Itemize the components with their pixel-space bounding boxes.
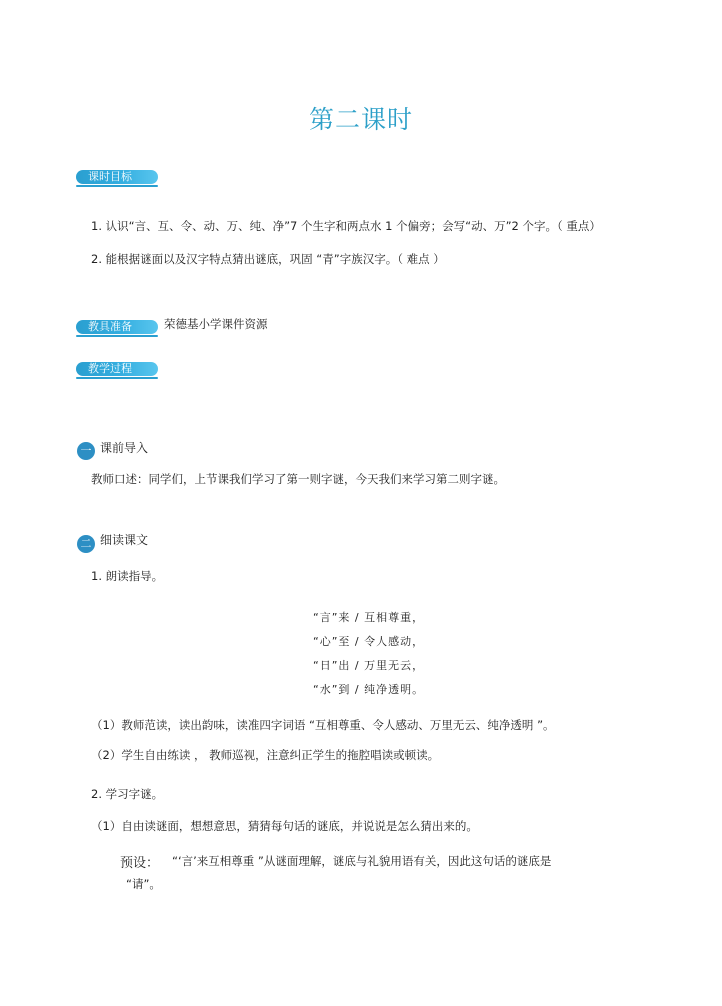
poem-line-4: “水”到 / 纯净透明。 [313,683,425,696]
prep-tag: 教具准备 [76,320,158,334]
poem-line-2: “心”至 / 令人感动， [313,635,425,648]
section-number-1: 一 [77,442,95,460]
section-heading-2: 细读课文 [100,533,149,547]
preset-text-2: “请”。 [126,877,161,891]
preset-label: 预设： [120,856,160,871]
poem-line-3: “日”出 / 万里无云， [313,659,425,672]
section-number-2: 二 [77,535,95,553]
note-2: （2）学生自由练读 ， 教师巡视，注意纠正学生的拖腔唱读或顿读。 [91,748,440,762]
poem-line-1: “言”来 / 互相尊重， [313,611,425,624]
objective-item-1: 1. 认识“言、互、令、动、万、纯、净”7 个生字和两点水 1 个偏旁；会写“动、万”2 个字。（ 重点） [91,219,601,233]
section-heading-1: 课前导入 [100,441,149,455]
step-1: 1. 朗读指导。 [91,569,164,583]
note-1: （1）教师范读，读出韵味，读准四字词语 “互相尊重、令人感动、万里无云、纯净透明 ”。 [91,718,555,732]
objective-item-2: 2. 能根据谜面以及汉字特点猜出谜底，巩固 “青”字族汉字。（ 难点 ） [91,252,445,266]
page-title: 第二课时 [308,105,413,134]
process-tag: 教学过程 [76,362,158,376]
preset-text: “‘言’来互相尊重 ”从谜面理解，谜底与礼貌用语有关，因此这句话的谜底是 [172,854,552,868]
objectives-tag: 课时目标 [76,170,158,184]
note-3: （1）自由读谜面，想想意思，猜猜每句话的谜底，并说说是怎么猜出来的。 [91,819,478,833]
step-2: 2. 学习字谜。 [91,787,164,801]
section1-text: 教师口述：同学们，上节课我们学习了第一则字谜，今天我们来学习第二则字谜。 [91,472,505,486]
prep-text: 荣德基小学课件资源 [164,317,268,331]
